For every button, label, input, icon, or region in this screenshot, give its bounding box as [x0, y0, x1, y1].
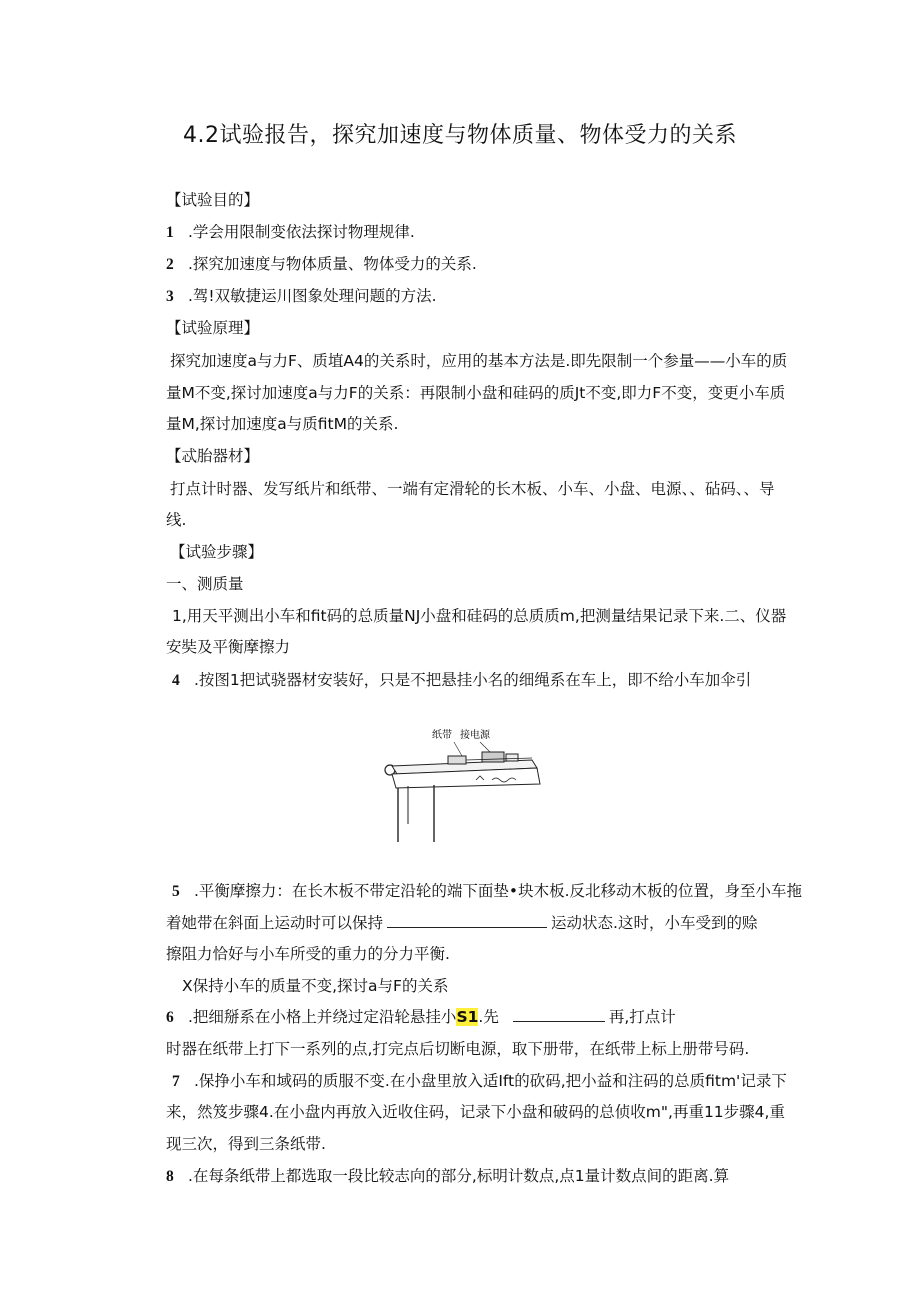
- item-text: .探究加速度与物体质量、物体受力的关系.: [188, 255, 477, 273]
- step7-line1: [172, 1071, 787, 1092]
- timer-device: [482, 752, 504, 762]
- item-text: .先: [478, 1008, 499, 1026]
- step5-line3: 擦阻力恰好与小车所受的重力的分力平衡.: [166, 945, 450, 963]
- purpose-heading: 【试验目的】: [166, 191, 260, 209]
- step1-line: 1,用天平测出小车和fit码的总质量NJ小盘和硅码的总质质m,把测量结果记录下来.二、仪器: [172, 607, 787, 625]
- timer-device: [506, 754, 518, 761]
- item-number: 2: [166, 256, 174, 273]
- step7-line2: 来，然笈步骤4.在小盘内再放入近收住码，记录下小盘和破码的总侦收m",再重11步骤4,重: [166, 1103, 785, 1121]
- item-number: 1: [166, 224, 174, 241]
- item-number: 8: [166, 1168, 174, 1185]
- figure-label-tape: 纸带: [432, 730, 452, 741]
- highlighted-text: S1: [456, 1008, 479, 1026]
- item-number: 5: [172, 883, 180, 900]
- purpose-item: [166, 254, 477, 275]
- steps-heading: 【试验步骤】: [170, 543, 264, 561]
- item-text: .按图1把试骁器材安装好，只是不把悬挂小名的细绳系在车上，即不给小车加伞引: [194, 671, 752, 689]
- equipment-line: 打点计时器、发写纸片和纸带、一端有定滑轮的长木板、小车、小盘、电源、、砧码、、导: [170, 480, 775, 498]
- purpose-item: [166, 286, 437, 307]
- step6-line1: [166, 1007, 676, 1028]
- item-number: 3: [166, 288, 174, 305]
- principle-heading: 【试验原理】: [166, 319, 260, 337]
- item-number: 6: [166, 1009, 174, 1026]
- step1-line: 安奘及平衡摩擦力: [166, 638, 291, 656]
- cart: [448, 756, 466, 764]
- figure-label-power: 接电源: [460, 730, 490, 741]
- apparatus-figure: [382, 722, 542, 846]
- item-text: .驾!双敏捷运川图象处理问题的方法.: [188, 287, 437, 305]
- step5-line1: [172, 881, 802, 902]
- principle-line: 量M不变,探讨加速度a与力F的关系：再限制小盘和硅码的质Jt不变,即力F不变，变更小车质: [166, 384, 786, 402]
- item-text: .在每条纸带上都选取一段比较志向的部分,标明计数点,点1量计数点间的距离.算: [188, 1167, 730, 1185]
- item-text: 运动状态.这时，小车受到的赊: [551, 914, 758, 932]
- item-text: 再,打点计: [608, 1008, 676, 1026]
- step7-line3: 现三次，得到三条纸带.: [166, 1135, 326, 1153]
- equipment-heading: 【忒胎器材】: [166, 447, 260, 465]
- step-x: X保持小车的质量不变,探讨a与F的关系: [182, 977, 449, 995]
- item-number: 4: [172, 672, 180, 689]
- answer-blank[interactable]: [513, 1007, 605, 1022]
- item-text: .把细掰系在小格上并绕过定沿轮悬挂小: [188, 1008, 457, 1026]
- item-text: 着她带在斜面上运动时可以保持: [166, 914, 384, 932]
- step8: [166, 1166, 729, 1187]
- equipment-line: 线.: [166, 511, 187, 529]
- principle-line: 量M,探讨加速度a与质fitM的关系.: [166, 415, 399, 433]
- item-text: .平衡摩擦力：在长木板不带定沿轮的端下面垫•块木板.反北移动木板的位置，身至小车拖: [194, 882, 802, 900]
- item-text: .保挣小车和域码的质服不变.在小盘里放入适Ift的砍码,把小益和注码的总质fitm'记录下: [194, 1072, 787, 1090]
- answer-blank[interactable]: [387, 913, 547, 928]
- item-text: .学会用限制变依法探讨物理规律.: [188, 223, 415, 241]
- item-number: 7: [172, 1073, 180, 1090]
- step6-line2: 时器在纸带上打下一系列的点,打完点后切断电源，取下册带，在纸带上标上册带号码.: [166, 1040, 750, 1058]
- label-pointer: [480, 742, 490, 752]
- step4: [172, 670, 751, 691]
- step5-line2: [166, 913, 757, 933]
- label-pointer: [454, 742, 462, 756]
- principle-line: 探究加速度a与力F、质埴A4的关系时，应用的基本方法是.即先限制一个参量——小车的质: [170, 352, 788, 370]
- document-title: 4.2试验报告，探究加速度与物体质量、物体受力的关系: [183, 123, 737, 148]
- purpose-item: [166, 222, 415, 243]
- step-one-heading: 一、测质量: [166, 575, 244, 593]
